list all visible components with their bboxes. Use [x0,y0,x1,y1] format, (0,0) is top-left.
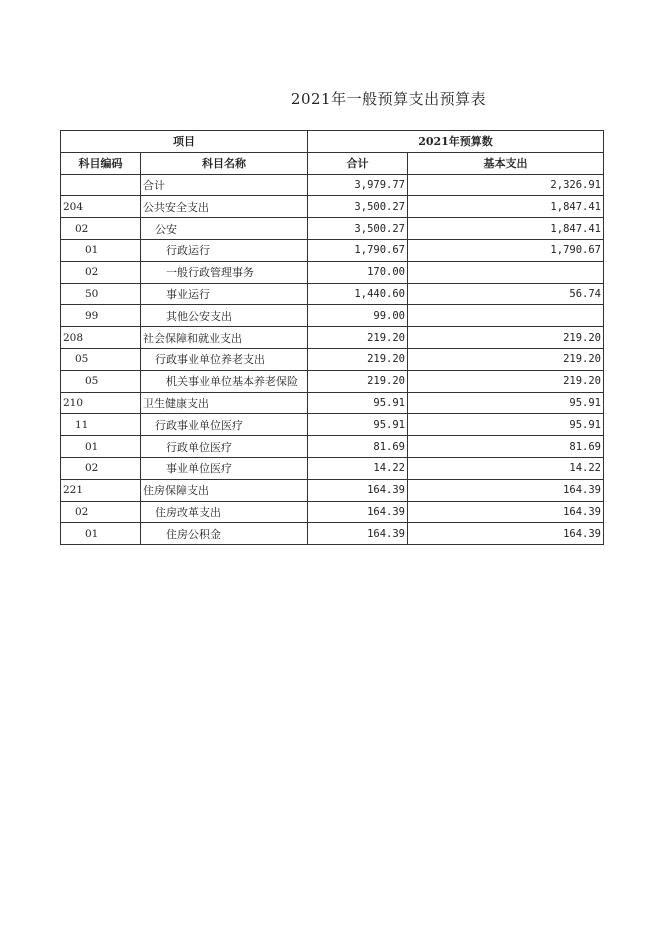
row-name: 行政运行 [141,239,308,261]
row-code: 208 [61,327,141,349]
row-total: 170.00 [308,261,408,283]
row-total: 219.20 [308,348,408,370]
row-code: 02 [61,457,141,479]
row-name: 事业单位医疗 [141,457,308,479]
row-code: 11 [61,414,141,436]
table-row [61,327,604,349]
row-name: 卫生健康支出 [141,392,308,414]
row-basic: 219.20 [408,327,604,349]
row-code: 204 [61,196,141,218]
table-row [61,348,604,370]
row-code: 02 [61,261,141,283]
row-name: 合计 [141,174,308,196]
row-code: 05 [61,348,141,370]
row-total: 95.91 [308,392,408,414]
table-row [61,501,604,523]
header-item-group: 项目 [61,131,308,153]
row-total: 99.00 [308,305,408,327]
row-basic: 1,847.41 [408,218,604,240]
row-name: 社会保障和就业支出 [141,327,308,349]
row-name: 公安 [141,218,308,240]
row-name: 住房公积金 [141,523,308,545]
row-code [61,174,141,196]
table-row [61,479,604,501]
table-row [61,457,604,479]
row-total: 95.91 [308,414,408,436]
row-code: 99 [61,305,141,327]
table-row [61,436,604,458]
row-basic: 56.74 [408,283,604,305]
row-total: 81.69 [308,436,408,458]
table-row [61,305,604,327]
row-basic: 95.91 [408,392,604,414]
table-row [61,174,604,196]
row-total: 164.39 [308,479,408,501]
table-row [61,414,604,436]
row-basic: 1,790.67 [408,239,604,261]
row-name: 一般行政管理事务 [141,261,308,283]
row-basic: 219.20 [408,348,604,370]
row-basic: 14.22 [408,457,604,479]
row-code: 210 [61,392,141,414]
row-total: 219.20 [308,370,408,392]
row-total: 3,979.77 [308,174,408,196]
table-row [61,261,604,283]
row-code: 221 [61,479,141,501]
table-row [61,392,604,414]
row-name: 公共安全支出 [141,196,308,218]
table-row [61,283,604,305]
header-name: 科目名称 [141,152,308,174]
budget-table [60,130,604,545]
row-basic: 1,847.41 [408,196,604,218]
header-total: 合计 [308,152,408,174]
row-code: 02 [61,218,141,240]
row-total: 3,500.27 [308,218,408,240]
row-basic: 95.91 [408,414,604,436]
header-budget-group: 2021年预算数 [308,131,604,153]
header-basic: 基本支出 [408,152,604,174]
row-basic: 2,326.91 [408,174,604,196]
row-name: 行政事业单位医疗 [141,414,308,436]
row-total: 164.39 [308,501,408,523]
row-basic [408,261,604,283]
row-name: 行政单位医疗 [141,436,308,458]
row-name: 住房改革支出 [141,501,308,523]
row-code: 50 [61,283,141,305]
row-basic [408,305,604,327]
row-name: 其他公安支出 [141,305,308,327]
row-code: 01 [61,239,141,261]
row-code: 02 [61,501,141,523]
row-name: 行政事业单位养老支出 [141,348,308,370]
row-basic: 164.39 [408,523,604,545]
row-name: 机关事业单位基本养老保险 [141,370,308,392]
row-basic: 164.39 [408,479,604,501]
row-code: 01 [61,436,141,458]
row-name: 住房保障支出 [141,479,308,501]
row-basic: 81.69 [408,436,604,458]
row-total: 164.39 [308,523,408,545]
page-title: 2021年一般预算支出预算表 [290,90,487,108]
table-row [61,218,604,240]
row-total: 3,500.27 [308,196,408,218]
row-code: 01 [61,523,141,545]
table-row [61,523,604,545]
row-total: 14.22 [308,457,408,479]
row-total: 1,440.60 [308,283,408,305]
table-row [61,239,604,261]
row-name: 事业运行 [141,283,308,305]
row-basic: 219.20 [408,370,604,392]
header-code: 科目编码 [61,152,141,174]
table-row [61,370,604,392]
row-basic: 164.39 [408,501,604,523]
table-row [61,196,604,218]
row-code: 05 [61,370,141,392]
row-total: 219.20 [308,327,408,349]
row-total: 1,790.67 [308,239,408,261]
